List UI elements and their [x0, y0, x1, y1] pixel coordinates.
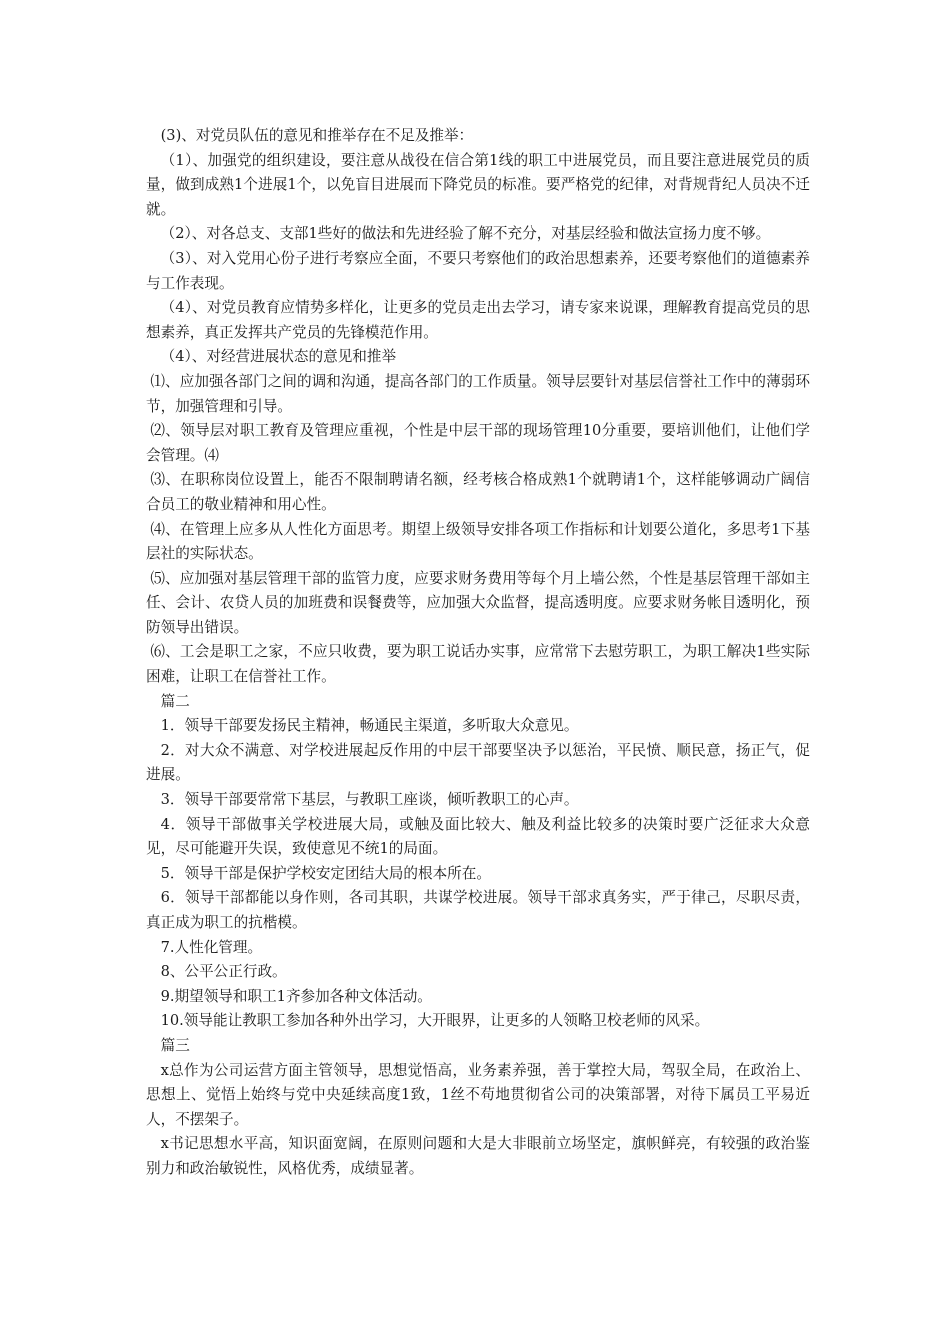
paragraph: ⑹、工会是职工之家，不应只收费，要为职工说话办实事，应常常下去慰劳职工，为职工解决1些实际困难，让职工在信誉社工作。	[146, 643, 810, 686]
paragraph: 4．领导干部做事关学校进展大局，或触及面比较大、触及利益比较多的决策时要广泛征求大众意见，尽可能避开失误，致使意见不统1的局面。	[146, 815, 810, 858]
paragraph: ⑸、应加强对基层管理干部的监管力度，应要求财务费用等每个月上墙公然，个性是基层管理干部如主任、会计、农贷人员的加班费和误餐费等，应加强大众监督，提高透明度。应要求财务帐目透明化，预防领导出错误。	[146, 569, 810, 636]
paragraph: （1）、加强党的组织建设，要注意从战役在信合第1线的职工中进展党员，而且要注意进展党员的质量，做到成熟1个进展1个，以免盲目进展而下降党员的标准。要严格党的纪律，对背规背纪人员决不迁就。	[146, 151, 810, 218]
paragraph: ⑴、应加强各部门之间的调和沟通，提高各部门的工作质量。领导层要针对基层信誉社工作中的薄弱环节，加强管理和引导。	[146, 372, 810, 415]
paragraph: ⑶、在职称岗位设置上，能否不限制聘请名额，经考核合格成熟1个就聘请1个，这样能够调动广阔信合员工的敬业精神和用心性。	[146, 471, 810, 513]
paragraph: （3）、对入党用心份子进行考察应全面，不要只考察他们的政治思想素养，还要考察他们的道德素养与工作表现。	[146, 249, 810, 292]
paragraph: 6．领导干部都能以身作则，各司其职，共谋学校进展。领导干部求真务实，严于律己，尽职尽责，真正成为职工的抗楷模。	[146, 889, 810, 931]
paragraph: ⑷、在管理上应多从人性化方面思考。期望上级领导安排各项工作指标和计划要公道化，多思考1下基层社的实际状态。	[146, 520, 810, 563]
paragraph: x总作为公司运营方面主管领导，思想觉悟高，业务素养强，善于掌控大局，驾驭全局，在政治上、思想上、觉悟上始终与党中央延续高度1致，1丝不苟地贯彻省公司的决策部署，对待下属员工平易近人，不摆架子。	[146, 1061, 810, 1128]
paragraph: （2）、对各总支、支部1些好的做法和先进经验了解不充分，对基层经验和做法宣扬力度不够。	[160, 225, 771, 243]
section-heading: 篇二	[160, 692, 190, 710]
paragraph: ⑵、领导层对职工教育及管理应重视，个性是中层干部的现场管理10分重要，要培训他们，让他们学会管理。⑷	[146, 422, 810, 464]
paragraph: 2．对大众不满意、对学校进展起反作用的中层干部要坚决予以惩治，平民愤、顺民意，扬正气，促进展。	[146, 741, 810, 784]
paragraph: 8、公平公正行政。	[160, 963, 287, 981]
paragraph: x书记思想水平高，知识面宽阔，在原则问题和大是大非眼前立场坚定，旗帜鲜亮，有较强的政治鉴别力和政治敏锐性，风格优秀，成绩显著。	[146, 1135, 810, 1177]
paragraph: 9.期望领导和职工1齐参加各种文体活动。	[160, 987, 432, 1005]
paragraph: （4）、对经营进展状态的意见和推举	[160, 348, 397, 366]
paragraph: (3)、对党员队伍的意见和推举存在不足及推举：	[160, 127, 474, 144]
section-heading: 篇三	[160, 1036, 190, 1054]
paragraph: 10.领导能让教职工参加各种外出学习，大开眼界，让更多的人领略卫校老师的风采。	[160, 1012, 710, 1030]
paragraph: （4）、对党员教育应情势多样化，让更多的党员走出去学习，请专家来说课，理解教育提高党员的思想素养，真正发挥共产党员的先锋模范作用。	[146, 299, 810, 341]
paragraph: 7.人性化管理。	[160, 938, 263, 956]
paragraph: 3．领导干部要常常下基层，与教职工座谈，倾听教职工的心声。	[160, 791, 579, 809]
paragraph: 5．领导干部是保护学校安定团结大局的根本所在。	[160, 864, 491, 882]
paragraph: 1．领导干部要发扬民主精神，畅通民主渠道，多听取大众意见。	[160, 717, 579, 735]
